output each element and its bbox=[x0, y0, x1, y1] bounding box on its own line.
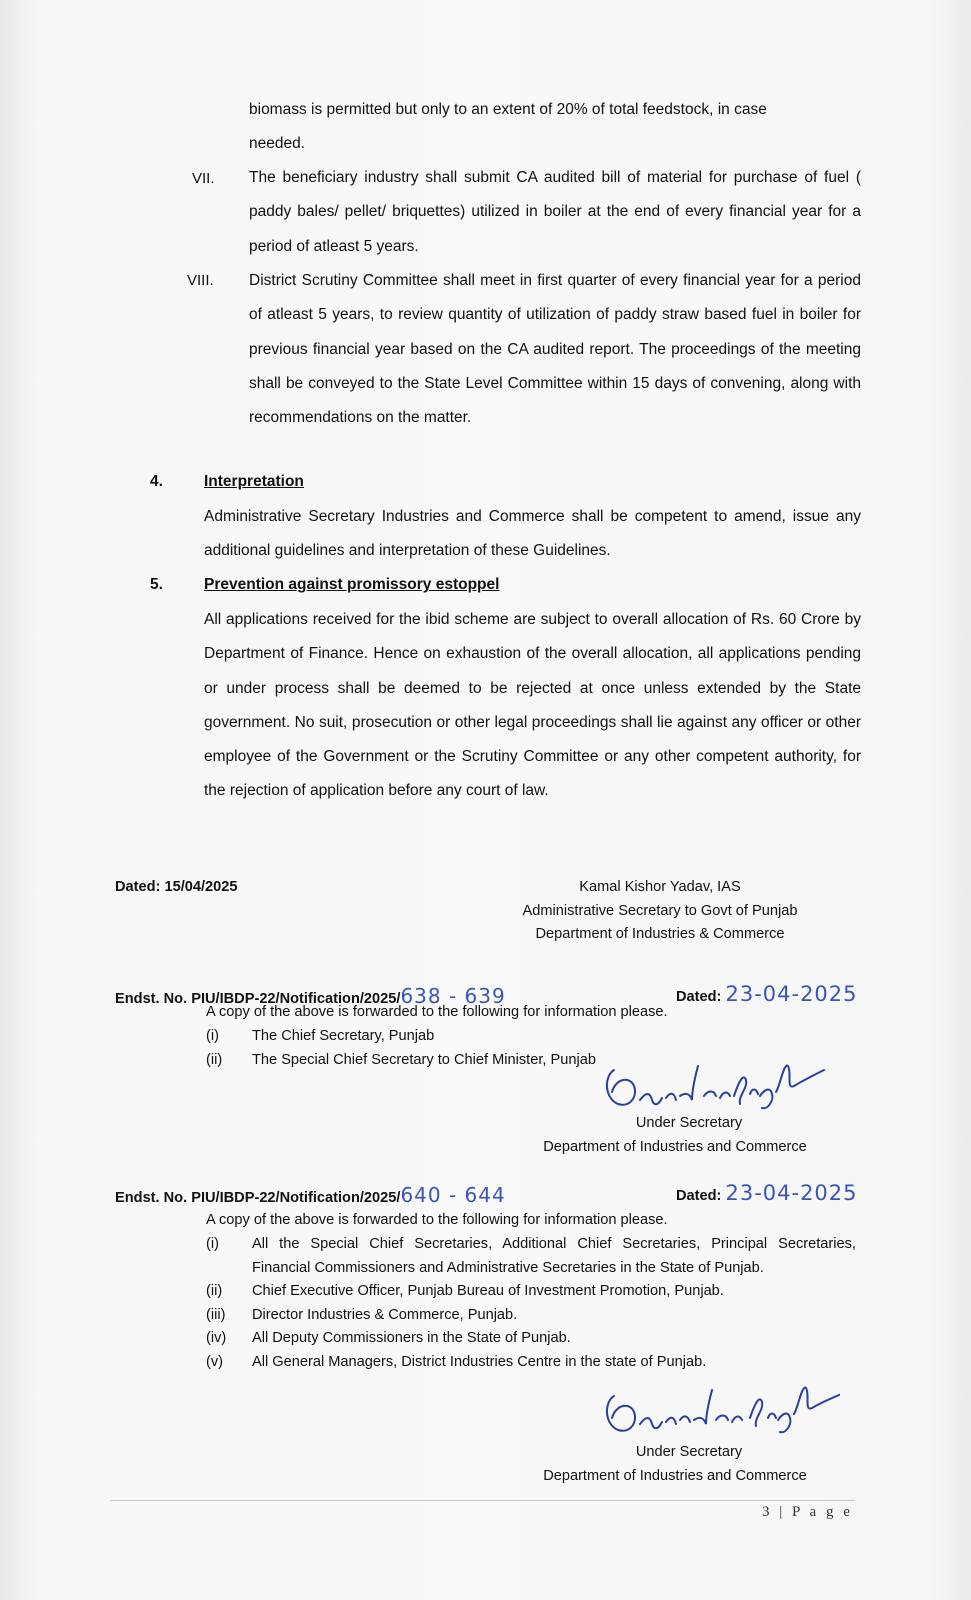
section-body: All applications received for the ibid scheme are subject to overall allocation of Rs. 60 Crore by Department of Finance. Hence on exhaustion of the overall allocation, all applications pending or under process shall be deemed to be rejected at once unless extended by the State government. No suit, prosecution or other legal proceedings shall lie against any officer or other employee of the Government or the Scrutiny Committee or any other competent authority, for the rejection of application before any court of law. bbox=[204, 611, 861, 800]
handwritten-date: 23-04-2025 bbox=[725, 982, 858, 1006]
footer-rule bbox=[110, 1500, 855, 1501]
list-item bbox=[206, 1280, 856, 1304]
list-number: (iv) bbox=[206, 1330, 227, 1346]
list-number: (v) bbox=[206, 1353, 224, 1370]
handwritten-date: 23-04-2025 bbox=[725, 1181, 858, 1205]
list-text: All Deputy Commissioners in the State of Punjab. bbox=[252, 1330, 571, 1346]
signature bbox=[600, 1372, 840, 1442]
item-number: VII. bbox=[192, 170, 215, 187]
list-number: (i) bbox=[206, 1028, 219, 1044]
list-item bbox=[206, 1025, 856, 1049]
continued-text-line: biomass is permitted but only to an extent of 20% of total feedstock, in case bbox=[249, 101, 767, 118]
list-text: The Chief Secretary, Punjab bbox=[252, 1028, 435, 1044]
signatory-name: Kamal Kishor Yadav, IAS bbox=[579, 879, 741, 895]
section-body: Administrative Secretary Industries and Commerce shall be competent to amend, issue any additional guidelines and interpretation of these Guidelines. bbox=[204, 508, 861, 560]
copy-intro: A copy of the above is forwarded to the following for information please. bbox=[206, 1212, 668, 1228]
list-item bbox=[206, 1304, 856, 1328]
section-number: 4. bbox=[150, 473, 163, 490]
list-text: All the Special Chief Secretaries, Additional Chief Secretaries, Principal Secretaries, Financial Commissioners and Administrative Secretaries in the State of Punjab. bbox=[252, 1236, 856, 1276]
signer-department: Department of Industries and Commerce bbox=[543, 1138, 807, 1155]
list-number: (i) bbox=[206, 1236, 219, 1252]
section-number: 5. bbox=[150, 576, 163, 593]
endorsement-label: Endst. No. PIU/IBDP-22/Notification/2025/ bbox=[115, 991, 401, 1007]
item-number: VIII. bbox=[187, 272, 214, 289]
signer-title: Under Secretary bbox=[635, 1444, 743, 1460]
item-text: District Scrutiny Committee shall meet in first quarter of every financial year for a period of atleast 5 years, to review quantity of utilization of paddy straw based fuel in boiler for previous financial year based on the CA audited report. The proceedings of the meeting shall be conveyed to the State Level Committee within 15 days of convening, along with recommendations on the matter. bbox=[249, 272, 861, 427]
signature-block bbox=[520, 1112, 830, 1159]
list-number: (ii) bbox=[206, 1283, 223, 1299]
list-text: Chief Executive Officer, Punjab Bureau of Investment Promotion, Punjab. bbox=[252, 1283, 724, 1299]
list-number: (iii) bbox=[206, 1306, 226, 1323]
recipient-list bbox=[206, 1233, 856, 1374]
date-line: Dated: 15/04/2025 bbox=[115, 879, 238, 895]
handwritten-number: 638 - 639 bbox=[400, 984, 506, 1008]
copy-intro: A copy of the above is forwarded to the following for information please. bbox=[206, 1004, 668, 1020]
handwritten-number: 640 - 644 bbox=[400, 1183, 506, 1207]
endorsement-date bbox=[676, 1182, 858, 1209]
signature-block bbox=[520, 1441, 830, 1488]
item-text: The beneficiary industry shall submit CA audited bill of material for purchase of fuel ( paddy bales/ pellet/ briquettes) utilized in boiler at the end of every financial year for a period of atleast 5 years. bbox=[249, 169, 861, 255]
continued-text-line: needed. bbox=[249, 135, 306, 152]
endorsement-date bbox=[676, 983, 858, 1010]
signatory-department: Department of Industries & Commerce bbox=[535, 926, 785, 942]
section-heading: Prevention against promissory estoppel bbox=[204, 576, 500, 593]
list-text: Director Industries & Commerce, Punjab. bbox=[252, 1306, 518, 1323]
section-heading: Interpretation bbox=[204, 473, 304, 490]
endorsement-number bbox=[115, 1184, 506, 1211]
list-number: (ii) bbox=[206, 1051, 223, 1068]
list-item bbox=[206, 1233, 856, 1280]
list-item bbox=[206, 1327, 856, 1351]
list-text: All General Managers, District Industries Centre in the state of Punjab. bbox=[252, 1353, 707, 1370]
list-text: The Special Chief Secretary to Chief Minister, Punjab bbox=[252, 1051, 596, 1068]
signer-department: Department of Industries and Commerce bbox=[543, 1467, 807, 1484]
signer-title: Under Secretary bbox=[635, 1115, 743, 1131]
signatory-block bbox=[490, 876, 830, 947]
dated-label: Dated: bbox=[676, 989, 722, 1005]
endorsement-label: Endst. No. PIU/IBDP-22/Notification/2025/ bbox=[115, 1190, 401, 1206]
signatory-title: Administrative Secretary to Govt of Punjab bbox=[522, 902, 798, 919]
page-number: 3 | P a g e bbox=[762, 1504, 853, 1520]
signature bbox=[600, 1048, 830, 1118]
dated-label: Dated: bbox=[676, 1188, 722, 1204]
list-item bbox=[206, 1351, 856, 1375]
